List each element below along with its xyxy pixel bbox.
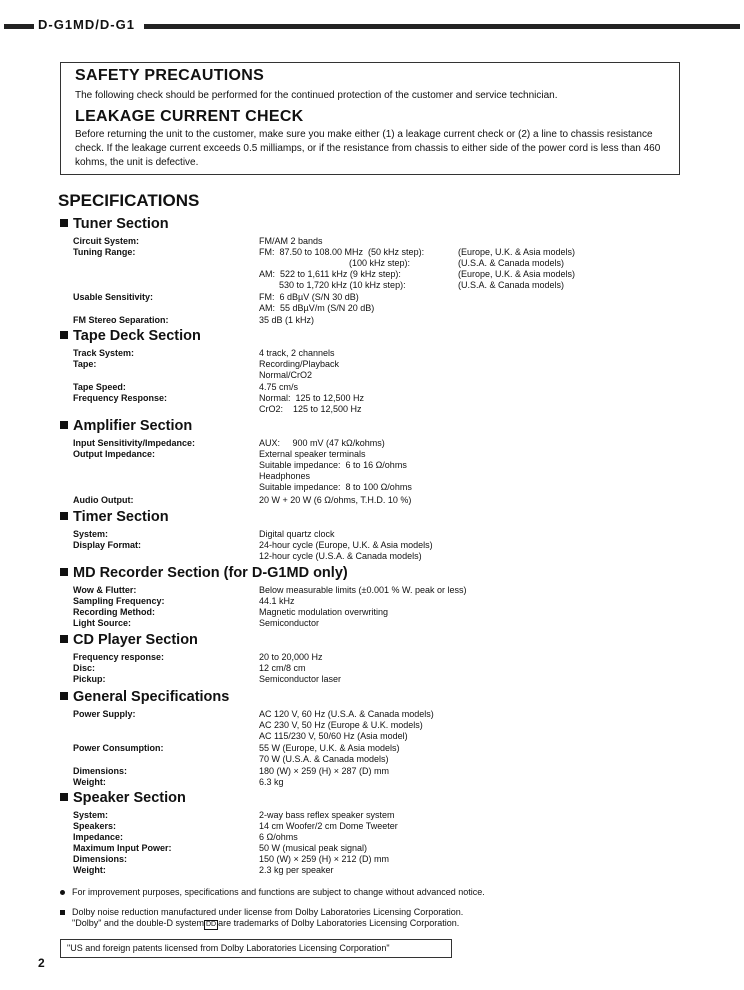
- square-bullet-icon: [60, 421, 68, 429]
- spec-value: 2.3 kg per speaker: [259, 865, 334, 875]
- spec-value: AC 120 V, 60 Hz (U.S.A. & Canada models) AC 230 V, 50 Hz (Europe & U.K. models) AC 115/230 V, 50/60 Hz (Asia model): [259, 709, 434, 741]
- spec-label: Tape Speed:: [73, 382, 126, 392]
- spec-value-region: (Europe, U.K. & Asia models) (U.S.A. & Canada models) (Europe, U.K. & Asia models) (U.S.A. & Canada models): [458, 247, 576, 290]
- spec-value: 4 track, 2 channels: [259, 348, 335, 358]
- header-model: D-G1MD/D-G1: [38, 17, 135, 32]
- spec-label: Maximum Input Power:: [73, 843, 172, 853]
- spec-value: 20 W + 20 W (6 Ω/ohms, T.H.D. 10 %): [259, 495, 412, 505]
- spec-value: 55 W (Europe, U.K. & Asia models) 70 W (U.S.A. & Canada models): [259, 743, 400, 764]
- spec-value: 24-hour cycle (Europe, U.K. & Asia models) 12-hour cycle (U.S.A. & Canada models): [259, 540, 433, 561]
- spec-label: Impedance:: [73, 832, 124, 842]
- spec-label: Pickup:: [73, 674, 106, 684]
- spec-value: FM: 87.50 to 108.00 MHz (50 kHz step): (100 kHz step): AM: 522 to 1,611 kHz (9 kHz step): 530 to 1,720 kHz (10 kHz step):: [259, 247, 425, 290]
- spec-label: Weight:: [73, 865, 106, 875]
- square-bullet-icon: [60, 692, 68, 700]
- square-bullet-icon: [60, 512, 68, 520]
- spec-label: Speakers:: [73, 821, 117, 831]
- spec-value: Semiconductor laser: [259, 674, 342, 684]
- spec-value: 180 (W) × 259 (H) × 287 (D) mm: [259, 766, 390, 776]
- spec-value: 6.3 kg: [259, 777, 284, 787]
- spec-value: 20 to 20,000 Hz: [259, 652, 323, 662]
- section-timer: Timer Section: [60, 509, 169, 525]
- double-d-icon: DD: [205, 921, 217, 928]
- spec-label: Circuit System:: [73, 236, 140, 246]
- spec-label: System:: [73, 810, 109, 820]
- safety-title: SAFETY PRECAUTIONS: [75, 67, 265, 84]
- spec-value: 50 W (musical peak signal): [259, 843, 368, 853]
- spec-value: 2-way bass reflex speaker system: [259, 810, 395, 820]
- leakage-text: Before returning the unit to the customer, make sure you make either (1) a leakage current check or (2) a line to chassis resistance check. If the leakage current exceeds 0.5 milliamps, or if the resistance from chassis to either side of the power cord is less than 460 kohms, the unit is defective.: [75, 129, 661, 168]
- spec-value: 44.1 kHz: [259, 596, 295, 606]
- safety-box: [60, 62, 680, 175]
- patent-notice: "US and foreign patents licensed from Dolby Laboratories Licensing Corporation": [60, 939, 452, 958]
- section-tape-deck: Tape Deck Section: [60, 328, 201, 344]
- spec-value: 6 Ω/ohms: [259, 832, 298, 842]
- spec-value: Below measurable limits (±0.001 % W. peak or less): [259, 585, 467, 595]
- spec-label: Frequency response:: [73, 652, 165, 662]
- spec-label: Dimensions:: [73, 854, 128, 864]
- section-tuner: Tuner Section: [60, 216, 169, 232]
- spec-value: FM: 6 dBµV (S/N 30 dB) AM: 55 dBµV/m (S/N 20 dB): [259, 292, 375, 313]
- note-dolby-trademark: "Dolby" and the double-D system DD are trademarks of Dolby Laboratories Licensing Corporation.: [72, 918, 460, 928]
- spec-value: 4.75 cm/s: [259, 382, 299, 392]
- header-bar-left: [4, 24, 34, 29]
- leakage-title: LEAKAGE CURRENT CHECK: [75, 108, 304, 125]
- spec-label: Input Sensitivity/Impedance:: [73, 438, 196, 448]
- spec-value: AUX: 900 mV (47 kΩ/kohms): [259, 438, 385, 448]
- note-dolby: Dolby noise reduction manufactured under license from Dolby Laboratories Licensing Corporation.: [72, 907, 464, 917]
- spec-label: Power Consumption:: [73, 743, 164, 753]
- spec-label: Disc:: [73, 663, 96, 673]
- square-bullet-icon: [60, 219, 68, 227]
- square-bullet-icon: [60, 910, 65, 915]
- header-bar-right: [144, 24, 740, 29]
- spec-label: Tuning Range:: [73, 247, 136, 257]
- square-bullet-icon: [60, 635, 68, 643]
- spec-value: 12 cm/8 cm: [259, 663, 306, 673]
- spec-value: FM/AM 2 bands: [259, 236, 323, 246]
- spec-value: Digital quartz clock: [259, 529, 335, 539]
- spec-label: Track System:: [73, 348, 135, 358]
- section-amplifier: Amplifier Section: [60, 418, 192, 434]
- spec-value: External speaker terminals Suitable impedance: 6 to 16 Ω/ohms Headphones Suitable impedance: 8 to 100 Ω/ohms: [259, 449, 412, 492]
- spec-label: Audio Output:: [73, 495, 134, 505]
- square-bullet-icon: [60, 793, 68, 801]
- round-bullet-icon: [60, 890, 65, 895]
- spec-value: Semiconductor: [259, 618, 320, 628]
- section-general: General Specifications: [60, 689, 229, 705]
- spec-label: Frequency Response:: [73, 393, 168, 403]
- spec-label: Power Supply:: [73, 709, 136, 719]
- spec-value: Magnetic modulation overwriting: [259, 607, 389, 617]
- spec-label: Wow & Flutter:: [73, 585, 137, 595]
- spec-value: 150 (W) × 259 (H) × 212 (D) mm: [259, 854, 390, 864]
- spec-value: 14 cm Woofer/2 cm Dome Tweeter: [259, 821, 398, 831]
- spec-label: Usable Sensitivity:: [73, 292, 154, 302]
- spec-label: FM Stereo Separation:: [73, 315, 169, 325]
- spec-label: Display Format:: [73, 540, 142, 550]
- safety-text: The following check should be performed for the continued protection of the customer and service technician.: [75, 90, 558, 101]
- spec-label: Sampling Frequency:: [73, 596, 165, 606]
- spec-label: Weight:: [73, 777, 106, 787]
- square-bullet-icon: [60, 568, 68, 576]
- spec-label: Light Source:: [73, 618, 131, 628]
- section-cd-player: CD Player Section: [60, 632, 198, 648]
- section-md-recorder: MD Recorder Section (for D-G1MD only): [60, 565, 348, 581]
- spec-label: System:: [73, 529, 109, 539]
- spec-value: Recording/Playback Normal/CrO2: [259, 359, 340, 380]
- section-speaker: Speaker Section: [60, 790, 186, 806]
- spec-label: Dimensions:: [73, 766, 128, 776]
- page-number: 2: [38, 956, 45, 970]
- square-bullet-icon: [60, 331, 68, 339]
- spec-value: Normal: 125 to 12,500 Hz CrO2: 125 to 12,500 Hz: [259, 393, 365, 414]
- spec-label: Output Impedance:: [73, 449, 156, 459]
- spec-value: 35 dB (1 kHz): [259, 315, 315, 325]
- note-improvement: For improvement purposes, specifications and functions are subject to change without advanced notice.: [72, 887, 485, 897]
- spec-label: Tape:: [73, 359, 97, 369]
- specifications-title: SPECIFICATIONS: [58, 191, 200, 210]
- spec-label: Recording Method:: [73, 607, 155, 617]
